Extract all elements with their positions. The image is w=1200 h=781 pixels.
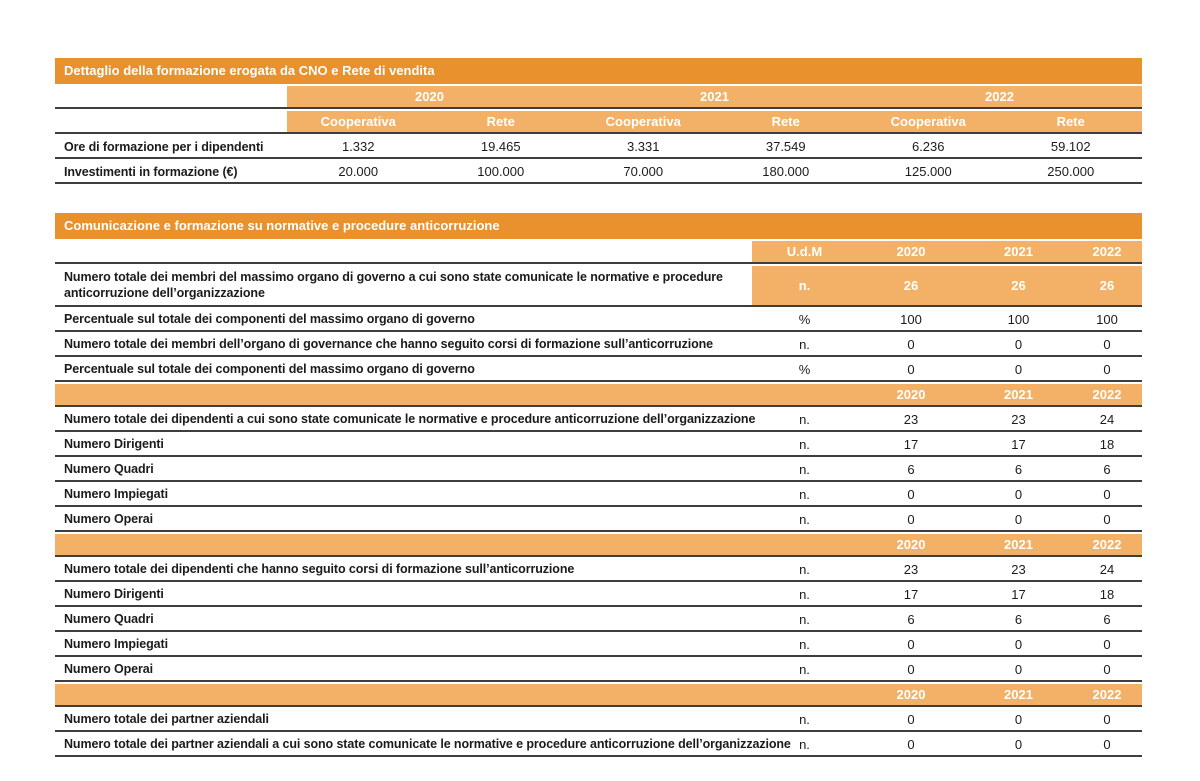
- cell-value: 1.332: [287, 136, 430, 159]
- row-label: Numero Dirigenti: [55, 584, 752, 607]
- row-label: Numero totale dei membri del massimo organo di governo a cui sono state comunicate le normative e procedure anticorruzione dell’organizzazione: [55, 266, 752, 307]
- row-label: Numero Dirigenti: [55, 434, 752, 457]
- cell-value: 17: [857, 434, 965, 457]
- cell-value: 24: [1072, 559, 1142, 582]
- cell-value: 6.236: [857, 136, 1000, 159]
- subcolumn-header: Cooperativa: [572, 111, 715, 134]
- table-row: [55, 136, 1142, 159]
- udm-value: n.: [752, 266, 857, 307]
- table-row: [55, 559, 1142, 582]
- cell-value: 0: [965, 634, 1072, 657]
- cell-value: 6: [857, 609, 965, 632]
- table-row-section-years: [55, 684, 1142, 707]
- table-row: [55, 309, 1142, 332]
- empty-band-cell: [752, 384, 857, 407]
- table-row-highlighted: [55, 266, 1142, 307]
- cell-value: 23: [965, 409, 1072, 432]
- cell-value: 100: [1072, 309, 1142, 332]
- section-year-header: 2020: [857, 384, 965, 407]
- cell-value: 0: [857, 634, 965, 657]
- table1-title: Dettaglio della formazione erogata da CNO e Rete di vendita: [64, 63, 435, 78]
- empty-cell: [55, 86, 287, 109]
- row-label: Numero totale dei membri dell’organo di governance che hanno seguito corsi di formazione sull’anticorruzione: [55, 334, 752, 357]
- table-row: [55, 334, 1142, 357]
- cell-value: 70.000: [572, 161, 715, 184]
- subcolumn-header: Rete: [430, 111, 573, 134]
- udm-value: n.: [752, 409, 857, 432]
- cell-value: 0: [965, 659, 1072, 682]
- cell-value: 6: [965, 609, 1072, 632]
- year-header: 2020: [287, 86, 572, 109]
- section-year-header: 2020: [857, 684, 965, 707]
- subcolumn-header: Cooperativa: [857, 111, 1000, 134]
- empty-band-cell: [752, 534, 857, 557]
- udm-value: n.: [752, 734, 857, 757]
- cell-value: 0: [965, 509, 1072, 532]
- table-row: [55, 734, 1142, 757]
- empty-band-cell: [55, 684, 752, 707]
- udm-value: %: [752, 359, 857, 382]
- udm-value: n.: [752, 434, 857, 457]
- udm-value: n.: [752, 334, 857, 357]
- subcolumn-header: Rete: [1000, 111, 1143, 134]
- table-row: [55, 409, 1142, 432]
- table-row: [55, 359, 1142, 382]
- row-label: Numero Quadri: [55, 459, 752, 482]
- cell-value: 17: [965, 434, 1072, 457]
- cell-value: 250.000: [1000, 161, 1143, 184]
- cell-value: 0: [1072, 634, 1142, 657]
- cell-value: 0: [965, 334, 1072, 357]
- year-header: 2022: [857, 86, 1142, 109]
- cell-value: 23: [857, 559, 965, 582]
- table-row-sub-headers: [55, 111, 1142, 134]
- cell-value: 26: [1072, 266, 1142, 307]
- row-label: Percentuale sul totale dei componenti del massimo organo di governo: [55, 309, 752, 332]
- udm-value: n.: [752, 459, 857, 482]
- udm-value: n.: [752, 634, 857, 657]
- year-header: 2020: [857, 241, 965, 264]
- empty-band-cell: [55, 534, 752, 557]
- row-label: Numero totale dei partner aziendali: [55, 709, 752, 732]
- section-year-header: 2022: [1072, 684, 1142, 707]
- cell-value: 20.000: [287, 161, 430, 184]
- cell-value: 0: [857, 659, 965, 682]
- table-row: [55, 484, 1142, 507]
- empty-cell: [55, 241, 752, 264]
- cell-value: 0: [1072, 734, 1142, 757]
- table2-title-bar: [55, 213, 1142, 239]
- table-row: [55, 659, 1142, 682]
- cell-value: 26: [857, 266, 965, 307]
- cell-value: 0: [1072, 484, 1142, 507]
- document-body: [55, 58, 1142, 759]
- anticorruzione-table: [55, 239, 1142, 759]
- row-label: Numero Operai: [55, 659, 752, 682]
- formazione-table: [55, 84, 1142, 186]
- cell-value: 37.549: [715, 136, 858, 159]
- cell-value: 100: [965, 309, 1072, 332]
- table2-title: Comunicazione e formazione su normative e procedure anticorruzione: [64, 218, 500, 233]
- cell-value: 0: [965, 359, 1072, 382]
- row-label: Investimenti in formazione (€): [55, 161, 287, 184]
- cell-value: 0: [857, 734, 965, 757]
- cell-value: 0: [965, 734, 1072, 757]
- section-year-header: 2020: [857, 534, 965, 557]
- row-label: Numero totale dei partner aziendali a cui sono state comunicate le normative e procedure anticorruzione dell’organizzazione: [55, 734, 752, 757]
- cell-value: 23: [857, 409, 965, 432]
- table-row-headers: [55, 241, 1142, 264]
- cell-value: 17: [965, 584, 1072, 607]
- cell-value: 0: [1072, 709, 1142, 732]
- cell-value: 0: [1072, 509, 1142, 532]
- udm-value: %: [752, 309, 857, 332]
- cell-value: 24: [1072, 409, 1142, 432]
- cell-value: 0: [1072, 334, 1142, 357]
- table-row-section-years: [55, 384, 1142, 407]
- cell-value: 0: [857, 709, 965, 732]
- section-year-header: 2021: [965, 684, 1072, 707]
- section-year-header: 2021: [965, 384, 1072, 407]
- subcolumn-header: Cooperativa: [287, 111, 430, 134]
- cell-value: 19.465: [430, 136, 573, 159]
- row-label: Numero totale dei dipendenti che hanno seguito corsi di formazione sull’anticorruzione: [55, 559, 752, 582]
- table-row: [55, 609, 1142, 632]
- cell-value: 100.000: [430, 161, 573, 184]
- cell-value: 6: [1072, 609, 1142, 632]
- cell-value: 100: [857, 309, 965, 332]
- table-row-year-headers: [55, 86, 1142, 109]
- cell-value: 6: [1072, 459, 1142, 482]
- cell-value: 23: [965, 559, 1072, 582]
- table-row: [55, 509, 1142, 532]
- table-row: [55, 161, 1142, 184]
- row-label: Ore di formazione per i dipendenti: [55, 136, 287, 159]
- cell-value: 0: [857, 359, 965, 382]
- cell-value: 6: [857, 459, 965, 482]
- row-label: Numero totale dei dipendenti a cui sono state comunicate le normative e procedure anticorruzione dell’organizzazione: [55, 409, 752, 432]
- table-row: [55, 634, 1142, 657]
- cell-value: 0: [965, 709, 1072, 732]
- cell-value: 59.102: [1000, 136, 1143, 159]
- row-label: Numero Quadri: [55, 609, 752, 632]
- udm-value: n.: [752, 584, 857, 607]
- udm-value: n.: [752, 709, 857, 732]
- cell-value: 18: [1072, 584, 1142, 607]
- udm-value: n.: [752, 659, 857, 682]
- cell-value: 180.000: [715, 161, 858, 184]
- row-label: Numero Impiegati: [55, 484, 752, 507]
- table1-title-bar: [55, 58, 1142, 84]
- cell-value: 0: [1072, 359, 1142, 382]
- cell-value: 3.331: [572, 136, 715, 159]
- cell-value: 17: [857, 584, 965, 607]
- row-label: Numero Impiegati: [55, 634, 752, 657]
- udm-value: n.: [752, 484, 857, 507]
- row-label: Percentuale sul totale dei componenti del massimo organo di governo: [55, 359, 752, 382]
- table-row: [55, 709, 1142, 732]
- udm-value: n.: [752, 559, 857, 582]
- table-row: [55, 459, 1142, 482]
- cell-value: 0: [857, 334, 965, 357]
- cell-value: 26: [965, 266, 1072, 307]
- subcolumn-header: Rete: [715, 111, 858, 134]
- year-header: 2021: [572, 86, 857, 109]
- cell-value: 0: [857, 509, 965, 532]
- year-header: 2021: [965, 241, 1072, 264]
- empty-band-cell: [752, 684, 857, 707]
- cell-value: 0: [857, 484, 965, 507]
- section-year-header: 2022: [1072, 534, 1142, 557]
- section-year-header: 2022: [1072, 384, 1142, 407]
- table-row-section-years: [55, 534, 1142, 557]
- table-row: [55, 434, 1142, 457]
- empty-band-cell: [55, 384, 752, 407]
- table-row: [55, 584, 1142, 607]
- udm-value: n.: [752, 509, 857, 532]
- cell-value: 6: [965, 459, 1072, 482]
- cell-value: 125.000: [857, 161, 1000, 184]
- cell-value: 18: [1072, 434, 1142, 457]
- section-gap: [55, 186, 1142, 213]
- row-label: Numero Operai: [55, 509, 752, 532]
- udm-header: U.d.M: [752, 241, 857, 264]
- year-header: 2022: [1072, 241, 1142, 264]
- section-year-header: 2021: [965, 534, 1072, 557]
- empty-cell: [55, 111, 287, 134]
- udm-value: n.: [752, 609, 857, 632]
- cell-value: 0: [1072, 659, 1142, 682]
- cell-value: 0: [965, 484, 1072, 507]
